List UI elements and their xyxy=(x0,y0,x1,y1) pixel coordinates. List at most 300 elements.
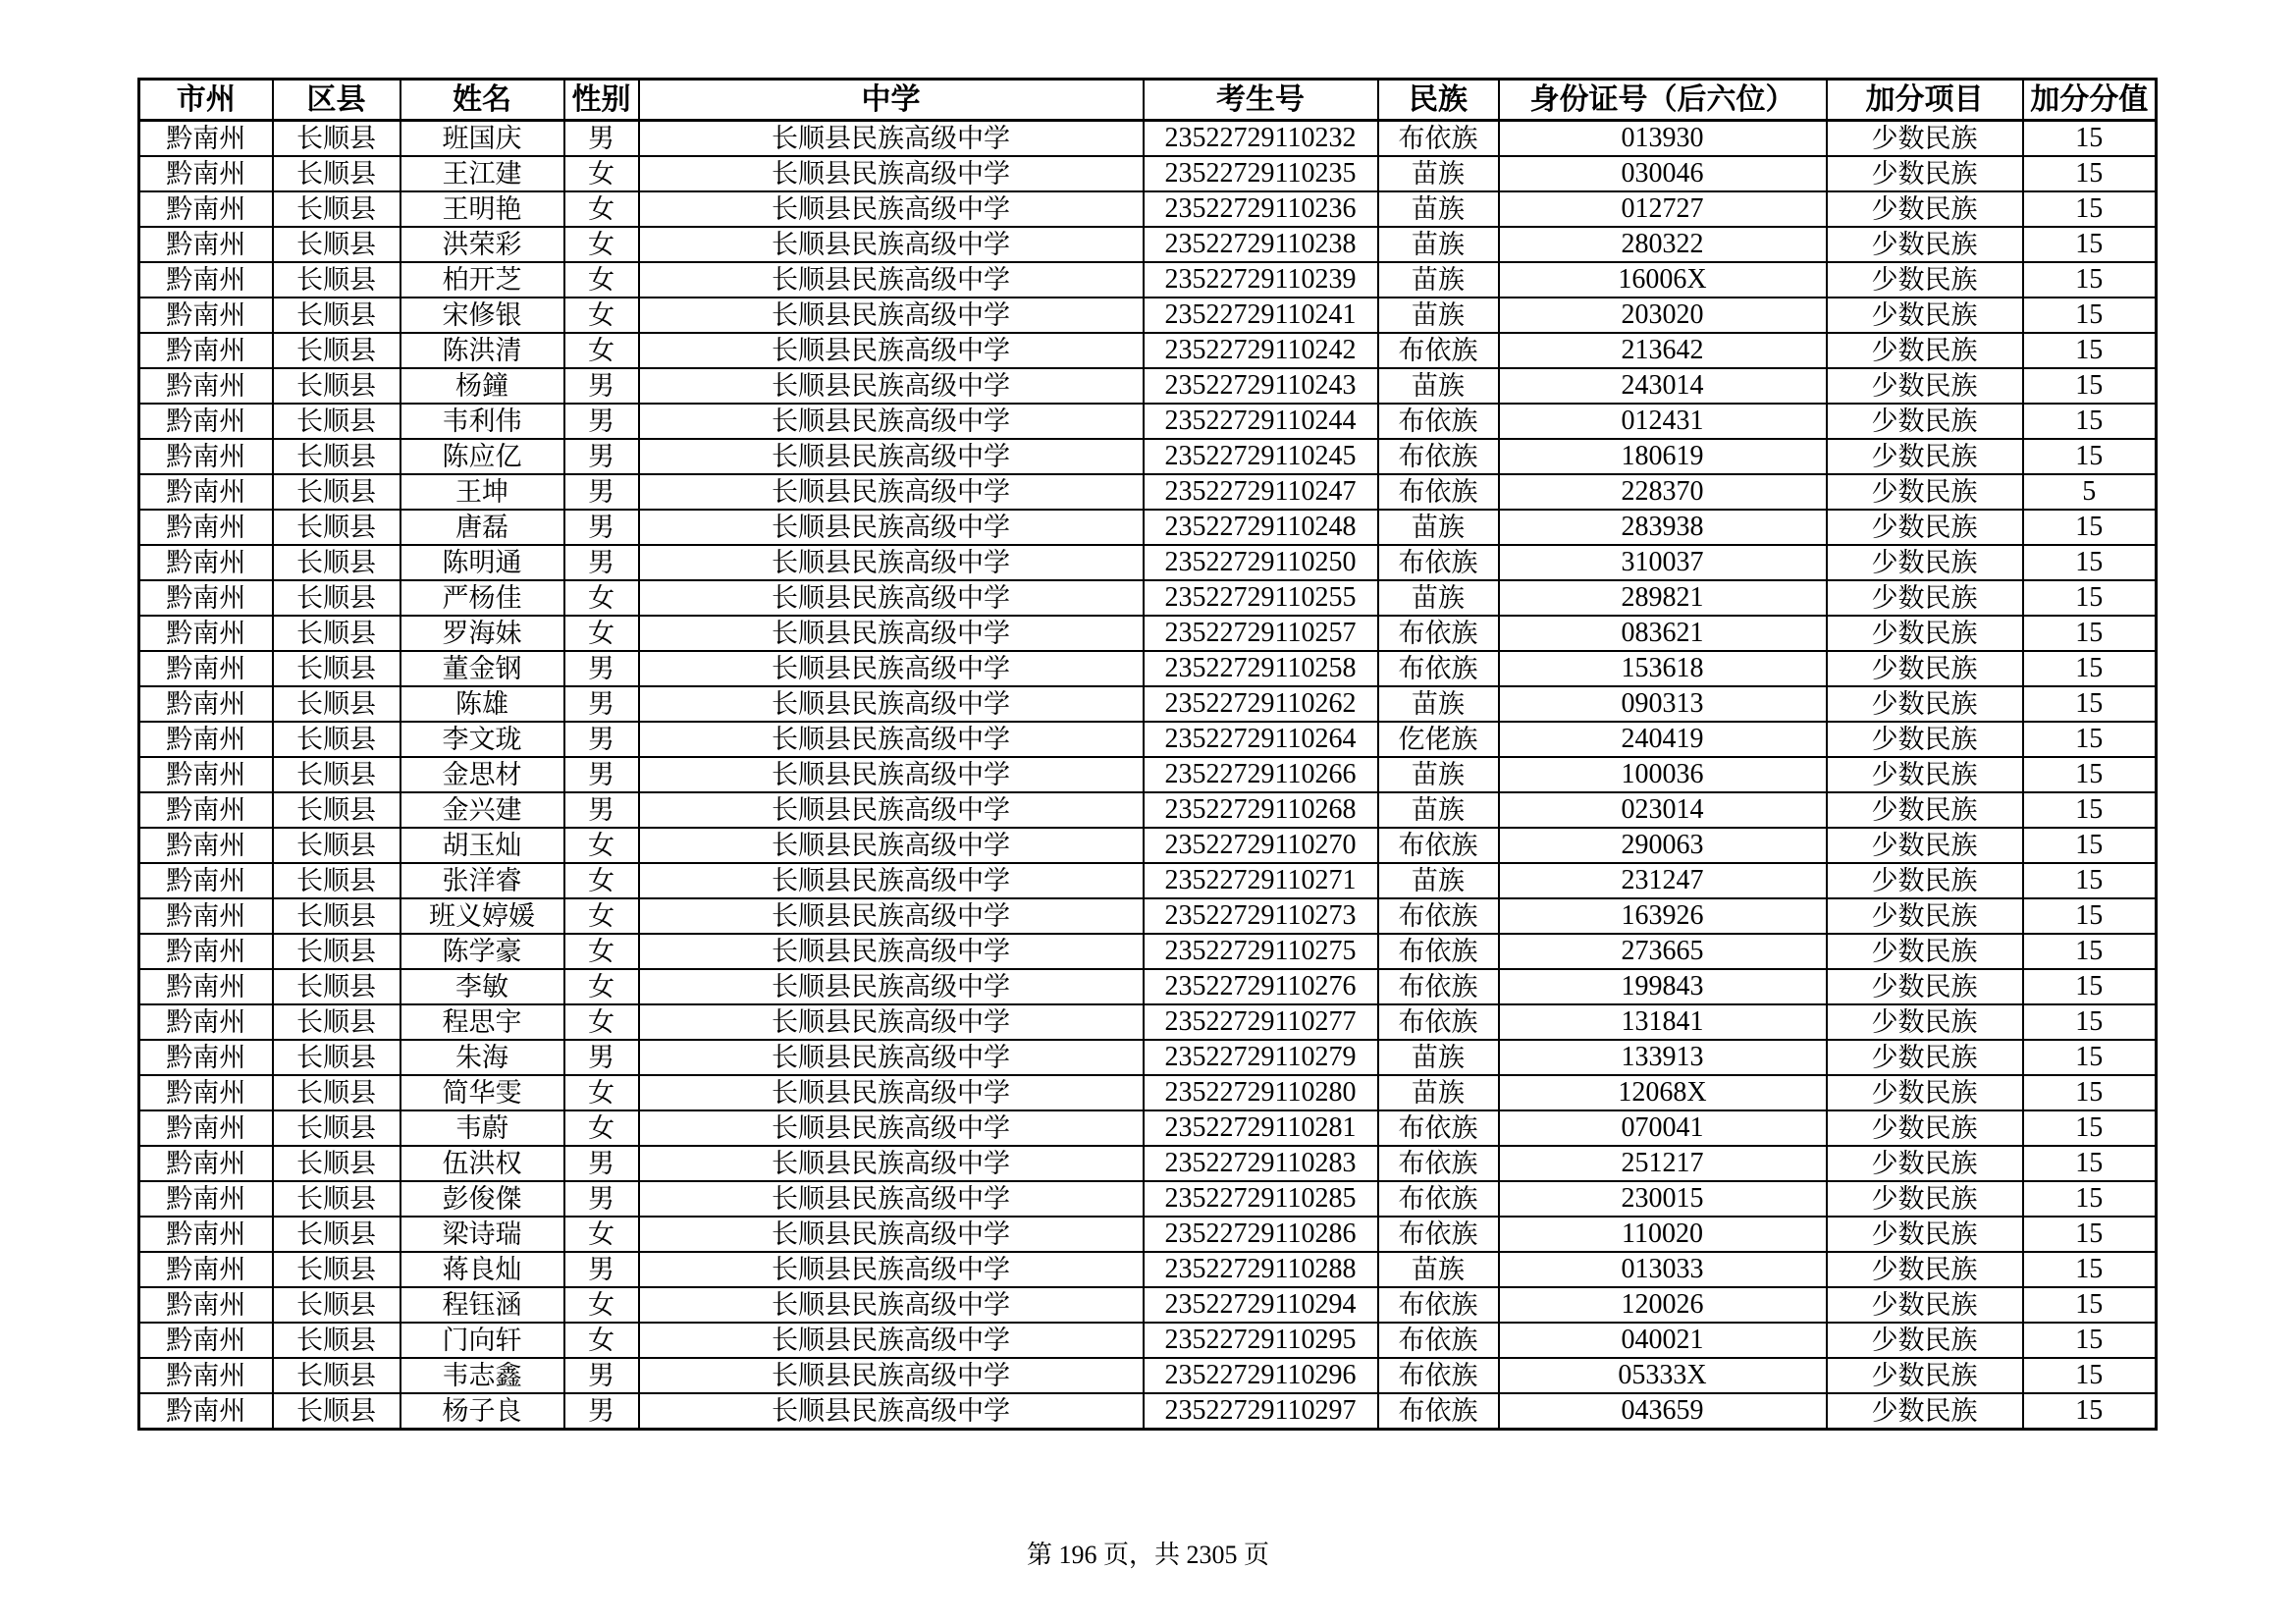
cell-name: 金兴建 xyxy=(400,792,564,828)
table-row xyxy=(139,545,2157,580)
cell-ethnicity: 苗族 xyxy=(1378,298,1499,333)
cell-ethnicity: 苗族 xyxy=(1378,262,1499,298)
cell-exam-number: 23522729110266 xyxy=(1144,757,1378,792)
cell-bonus-value: 15 xyxy=(2023,757,2157,792)
cell-name: 彭俊傑 xyxy=(400,1181,564,1217)
table-row xyxy=(139,757,2157,792)
cell-id-last-six: 240419 xyxy=(1499,722,1827,757)
cell-ethnicity: 布依族 xyxy=(1378,898,1499,934)
cell-city: 黔南州 xyxy=(139,828,273,863)
cell-name: 王江建 xyxy=(400,156,564,191)
cell-id-last-six: 023014 xyxy=(1499,792,1827,828)
cell-city: 黔南州 xyxy=(139,1358,273,1393)
cell-county: 长顺县 xyxy=(273,1004,400,1040)
cell-name: 柏开芝 xyxy=(400,262,564,298)
table-row xyxy=(139,191,2157,227)
cell-bonus-item: 少数民族 xyxy=(1827,262,2023,298)
cell-gender: 女 xyxy=(564,1323,639,1358)
cell-name: 门向轩 xyxy=(400,1323,564,1358)
cell-exam-number: 23522729110257 xyxy=(1144,616,1378,651)
cell-bonus-item: 少数民族 xyxy=(1827,333,2023,368)
cell-id-last-six: 230015 xyxy=(1499,1181,1827,1217)
cell-city: 黔南州 xyxy=(139,1287,273,1323)
cell-bonus-value: 15 xyxy=(2023,333,2157,368)
cell-gender: 男 xyxy=(564,757,639,792)
cell-ethnicity: 布依族 xyxy=(1378,1287,1499,1323)
cell-exam-number: 23522729110275 xyxy=(1144,934,1378,969)
cell-gender: 男 xyxy=(564,1040,639,1075)
cell-id-last-six: 243014 xyxy=(1499,368,1827,404)
cell-exam-number: 23522729110258 xyxy=(1144,651,1378,686)
cell-bonus-value: 15 xyxy=(2023,1075,2157,1110)
cell-ethnicity: 布依族 xyxy=(1378,828,1499,863)
cell-ethnicity: 布依族 xyxy=(1378,1217,1499,1252)
cell-school: 长顺县民族高级中学 xyxy=(639,474,1144,510)
cell-school: 长顺县民族高级中学 xyxy=(639,1146,1144,1181)
cell-ethnicity: 仡佬族 xyxy=(1378,722,1499,757)
table-row xyxy=(139,1358,2157,1393)
cell-id-last-six: 228370 xyxy=(1499,474,1827,510)
cell-gender: 女 xyxy=(564,1287,639,1323)
cell-city: 黔南州 xyxy=(139,1323,273,1358)
cell-name: 胡玉灿 xyxy=(400,828,564,863)
cell-city: 黔南州 xyxy=(139,1004,273,1040)
cell-bonus-value: 15 xyxy=(2023,934,2157,969)
cell-ethnicity: 苗族 xyxy=(1378,863,1499,898)
cell-exam-number: 23522729110283 xyxy=(1144,1146,1378,1181)
cell-exam-number: 23522729110271 xyxy=(1144,863,1378,898)
cell-county: 长顺县 xyxy=(273,792,400,828)
cell-bonus-item: 少数民族 xyxy=(1827,1287,2023,1323)
cell-bonus-item: 少数民族 xyxy=(1827,651,2023,686)
cell-county: 长顺县 xyxy=(273,1110,400,1146)
table-row xyxy=(139,616,2157,651)
cell-bonus-item: 少数民族 xyxy=(1827,1075,2023,1110)
cell-bonus-value: 15 xyxy=(2023,651,2157,686)
table-row xyxy=(139,156,2157,191)
cell-bonus-value: 15 xyxy=(2023,191,2157,227)
cell-school: 长顺县民族高级中学 xyxy=(639,722,1144,757)
cell-ethnicity: 苗族 xyxy=(1378,191,1499,227)
cell-ethnicity: 布依族 xyxy=(1378,1393,1499,1430)
header-bonus-item: 加分项目 xyxy=(1827,80,2023,121)
cell-school: 长顺县民族高级中学 xyxy=(639,1004,1144,1040)
cell-school: 长顺县民族高级中学 xyxy=(639,545,1144,580)
cell-bonus-item: 少数民族 xyxy=(1827,722,2023,757)
cell-id-last-six: 290063 xyxy=(1499,828,1827,863)
cell-name: 陈雄 xyxy=(400,686,564,722)
cell-ethnicity: 布依族 xyxy=(1378,1004,1499,1040)
cell-bonus-value: 15 xyxy=(2023,1040,2157,1075)
cell-exam-number: 23522729110232 xyxy=(1144,121,1378,157)
cell-bonus-value: 15 xyxy=(2023,898,2157,934)
cell-gender: 男 xyxy=(564,439,639,474)
cell-county: 长顺县 xyxy=(273,934,400,969)
cell-exam-number: 23522729110243 xyxy=(1144,368,1378,404)
cell-county: 长顺县 xyxy=(273,439,400,474)
cell-city: 黔南州 xyxy=(139,1393,273,1430)
page-number: 第 196 页，共 2305 页 xyxy=(1026,1541,1269,1569)
cell-school: 长顺县民族高级中学 xyxy=(639,898,1144,934)
cell-id-last-six: 280322 xyxy=(1499,227,1827,262)
cell-exam-number: 23522729110245 xyxy=(1144,439,1378,474)
table-row xyxy=(139,1040,2157,1075)
cell-school: 长顺县民族高级中学 xyxy=(639,616,1144,651)
cell-gender: 女 xyxy=(564,1004,639,1040)
cell-county: 长顺县 xyxy=(273,616,400,651)
cell-id-last-six: 12068X xyxy=(1499,1075,1827,1110)
cell-bonus-item: 少数民族 xyxy=(1827,368,2023,404)
cell-name: 朱海 xyxy=(400,1040,564,1075)
table-row xyxy=(139,651,2157,686)
cell-gender: 女 xyxy=(564,262,639,298)
cell-exam-number: 23522729110273 xyxy=(1144,898,1378,934)
cell-gender: 男 xyxy=(564,1252,639,1287)
cell-county: 长顺县 xyxy=(273,1040,400,1075)
cell-gender: 女 xyxy=(564,1075,639,1110)
table-row xyxy=(139,439,2157,474)
cell-school: 长顺县民族高级中学 xyxy=(639,298,1144,333)
cell-exam-number: 23522729110280 xyxy=(1144,1075,1378,1110)
table-row xyxy=(139,792,2157,828)
cell-school: 长顺县民族高级中学 xyxy=(639,191,1144,227)
header-row xyxy=(139,80,2157,121)
cell-county: 长顺县 xyxy=(273,474,400,510)
cell-bonus-item: 少数民族 xyxy=(1827,1252,2023,1287)
cell-gender: 男 xyxy=(564,651,639,686)
cell-ethnicity: 苗族 xyxy=(1378,757,1499,792)
cell-school: 长顺县民族高级中学 xyxy=(639,1075,1144,1110)
cell-name: 蒋良灿 xyxy=(400,1252,564,1287)
cell-bonus-item: 少数民族 xyxy=(1827,1146,2023,1181)
cell-exam-number: 23522729110244 xyxy=(1144,404,1378,439)
cell-gender: 女 xyxy=(564,1110,639,1146)
cell-city: 黔南州 xyxy=(139,1217,273,1252)
table-row xyxy=(139,474,2157,510)
cell-city: 黔南州 xyxy=(139,545,273,580)
cell-gender: 女 xyxy=(564,580,639,616)
cell-ethnicity: 布依族 xyxy=(1378,474,1499,510)
cell-bonus-value: 15 xyxy=(2023,368,2157,404)
cell-gender: 男 xyxy=(564,1358,639,1393)
header-bonus-value: 加分分值 xyxy=(2023,80,2157,121)
cell-gender: 男 xyxy=(564,545,639,580)
cell-city: 黔南州 xyxy=(139,439,273,474)
cell-county: 长顺县 xyxy=(273,333,400,368)
cell-id-last-six: 289821 xyxy=(1499,580,1827,616)
cell-id-last-six: 110020 xyxy=(1499,1217,1827,1252)
cell-gender: 女 xyxy=(564,1217,639,1252)
cell-id-last-six: 213642 xyxy=(1499,333,1827,368)
cell-name: 罗海妹 xyxy=(400,616,564,651)
cell-exam-number: 23522729110288 xyxy=(1144,1252,1378,1287)
table-row xyxy=(139,368,2157,404)
table-row xyxy=(139,1004,2157,1040)
cell-county: 长顺县 xyxy=(273,898,400,934)
cell-exam-number: 23522729110276 xyxy=(1144,969,1378,1004)
cell-school: 长顺县民族高级中学 xyxy=(639,757,1144,792)
cell-name: 董金钢 xyxy=(400,651,564,686)
cell-city: 黔南州 xyxy=(139,722,273,757)
cell-bonus-value: 15 xyxy=(2023,1004,2157,1040)
cell-bonus-value: 15 xyxy=(2023,1181,2157,1217)
cell-bonus-value: 15 xyxy=(2023,510,2157,545)
header-ethnicity: 民族 xyxy=(1378,80,1499,121)
cell-bonus-value: 15 xyxy=(2023,828,2157,863)
cell-id-last-six: 070041 xyxy=(1499,1110,1827,1146)
table-row xyxy=(139,510,2157,545)
cell-county: 长顺县 xyxy=(273,121,400,157)
cell-school: 长顺县民族高级中学 xyxy=(639,686,1144,722)
cell-name: 程钰涵 xyxy=(400,1287,564,1323)
cell-bonus-value: 15 xyxy=(2023,121,2157,157)
table-row xyxy=(139,1393,2157,1430)
cell-bonus-item: 少数民族 xyxy=(1827,580,2023,616)
cell-name: 陈明通 xyxy=(400,545,564,580)
cell-gender: 男 xyxy=(564,1146,639,1181)
cell-county: 长顺县 xyxy=(273,368,400,404)
cell-city: 黔南州 xyxy=(139,1181,273,1217)
cell-bonus-item: 少数民族 xyxy=(1827,439,2023,474)
cell-id-last-six: 100036 xyxy=(1499,757,1827,792)
cell-name: 洪荣彩 xyxy=(400,227,564,262)
cell-id-last-six: 133913 xyxy=(1499,1040,1827,1075)
cell-ethnicity: 苗族 xyxy=(1378,686,1499,722)
cell-name: 梁诗瑞 xyxy=(400,1217,564,1252)
cell-bonus-item: 少数民族 xyxy=(1827,191,2023,227)
cell-name: 陈应亿 xyxy=(400,439,564,474)
cell-county: 长顺县 xyxy=(273,686,400,722)
cell-name: 杨子良 xyxy=(400,1393,564,1430)
cell-gender: 男 xyxy=(564,368,639,404)
cell-ethnicity: 布依族 xyxy=(1378,934,1499,969)
cell-id-last-six: 030046 xyxy=(1499,156,1827,191)
cell-bonus-item: 少数民族 xyxy=(1827,1110,2023,1146)
header-id-last-six: 身份证号（后六位） xyxy=(1499,80,1827,121)
cell-city: 黔南州 xyxy=(139,1075,273,1110)
cell-id-last-six: 153618 xyxy=(1499,651,1827,686)
cell-gender: 男 xyxy=(564,792,639,828)
cell-bonus-value: 15 xyxy=(2023,1110,2157,1146)
table-row xyxy=(139,227,2157,262)
cell-bonus-value: 15 xyxy=(2023,616,2157,651)
cell-ethnicity: 布依族 xyxy=(1378,1110,1499,1146)
cell-county: 长顺县 xyxy=(273,227,400,262)
cell-id-last-six: 013930 xyxy=(1499,121,1827,157)
cell-ethnicity: 布依族 xyxy=(1378,969,1499,1004)
cell-id-last-six: 083621 xyxy=(1499,616,1827,651)
cell-school: 长顺县民族高级中学 xyxy=(639,969,1144,1004)
cell-county: 长顺县 xyxy=(273,191,400,227)
cell-name: 程思宇 xyxy=(400,1004,564,1040)
cell-bonus-value: 15 xyxy=(2023,863,2157,898)
cell-name: 班国庆 xyxy=(400,121,564,157)
cell-gender: 男 xyxy=(564,121,639,157)
table-row xyxy=(139,863,2157,898)
header-city: 市州 xyxy=(139,80,273,121)
cell-county: 长顺县 xyxy=(273,651,400,686)
cell-county: 长顺县 xyxy=(273,863,400,898)
cell-bonus-item: 少数民族 xyxy=(1827,510,2023,545)
cell-ethnicity: 苗族 xyxy=(1378,510,1499,545)
header-county: 区县 xyxy=(273,80,400,121)
cell-school: 长顺县民族高级中学 xyxy=(639,1252,1144,1287)
cell-name: 严杨佳 xyxy=(400,580,564,616)
cell-bonus-value: 15 xyxy=(2023,969,2157,1004)
cell-gender: 女 xyxy=(564,828,639,863)
cell-ethnicity: 苗族 xyxy=(1378,1252,1499,1287)
cell-id-last-six: 16006X xyxy=(1499,262,1827,298)
cell-county: 长顺县 xyxy=(273,404,400,439)
cell-ethnicity: 布依族 xyxy=(1378,404,1499,439)
cell-id-last-six: 013033 xyxy=(1499,1252,1827,1287)
cell-bonus-item: 少数民族 xyxy=(1827,969,2023,1004)
table-row xyxy=(139,828,2157,863)
cell-city: 黔南州 xyxy=(139,1040,273,1075)
cell-exam-number: 23522729110281 xyxy=(1144,1110,1378,1146)
cell-city: 黔南州 xyxy=(139,580,273,616)
table-row xyxy=(139,1252,2157,1287)
table-row xyxy=(139,404,2157,439)
cell-ethnicity: 布依族 xyxy=(1378,545,1499,580)
cell-county: 长顺县 xyxy=(273,156,400,191)
cell-ethnicity: 苗族 xyxy=(1378,792,1499,828)
cell-city: 黔南州 xyxy=(139,792,273,828)
cell-ethnicity: 布依族 xyxy=(1378,616,1499,651)
cell-name: 韦志鑫 xyxy=(400,1358,564,1393)
cell-bonus-item: 少数民族 xyxy=(1827,1004,2023,1040)
cell-ethnicity: 苗族 xyxy=(1378,227,1499,262)
table-row xyxy=(139,686,2157,722)
cell-school: 长顺县民族高级中学 xyxy=(639,1110,1144,1146)
cell-county: 长顺县 xyxy=(273,1252,400,1287)
cell-ethnicity: 布依族 xyxy=(1378,333,1499,368)
cell-id-last-six: 040021 xyxy=(1499,1323,1827,1358)
cell-county: 长顺县 xyxy=(273,262,400,298)
cell-name: 杨鐘 xyxy=(400,368,564,404)
cell-ethnicity: 苗族 xyxy=(1378,1040,1499,1075)
cell-gender: 女 xyxy=(564,227,639,262)
cell-school: 长顺县民族高级中学 xyxy=(639,792,1144,828)
cell-exam-number: 23522729110250 xyxy=(1144,545,1378,580)
cell-bonus-item: 少数民族 xyxy=(1827,1217,2023,1252)
table-row xyxy=(139,580,2157,616)
cell-city: 黔南州 xyxy=(139,863,273,898)
cell-bonus-value: 15 xyxy=(2023,156,2157,191)
bonus-points-table xyxy=(137,78,2158,1431)
cell-exam-number: 23522729110296 xyxy=(1144,1358,1378,1393)
cell-bonus-item: 少数民族 xyxy=(1827,934,2023,969)
cell-bonus-item: 少数民族 xyxy=(1827,898,2023,934)
cell-city: 黔南州 xyxy=(139,156,273,191)
cell-bonus-item: 少数民族 xyxy=(1827,616,2023,651)
cell-school: 长顺县民族高级中学 xyxy=(639,262,1144,298)
cell-bonus-item: 少数民族 xyxy=(1827,404,2023,439)
cell-bonus-item: 少数民族 xyxy=(1827,757,2023,792)
cell-bonus-value: 15 xyxy=(2023,792,2157,828)
cell-ethnicity: 布依族 xyxy=(1378,651,1499,686)
cell-ethnicity: 布依族 xyxy=(1378,1181,1499,1217)
cell-county: 长顺县 xyxy=(273,510,400,545)
cell-bonus-value: 15 xyxy=(2023,262,2157,298)
cell-bonus-value: 15 xyxy=(2023,298,2157,333)
cell-exam-number: 23522729110242 xyxy=(1144,333,1378,368)
cell-school: 长顺县民族高级中学 xyxy=(639,580,1144,616)
cell-city: 黔南州 xyxy=(139,1146,273,1181)
cell-ethnicity: 布依族 xyxy=(1378,1323,1499,1358)
table-row xyxy=(139,898,2157,934)
cell-school: 长顺县民族高级中学 xyxy=(639,404,1144,439)
cell-county: 长顺县 xyxy=(273,1075,400,1110)
header-gender: 性别 xyxy=(564,80,639,121)
cell-ethnicity: 布依族 xyxy=(1378,121,1499,157)
cell-bonus-value: 15 xyxy=(2023,722,2157,757)
cell-id-last-six: 283938 xyxy=(1499,510,1827,545)
cell-gender: 男 xyxy=(564,474,639,510)
cell-id-last-six: 310037 xyxy=(1499,545,1827,580)
cell-bonus-value: 15 xyxy=(2023,1358,2157,1393)
cell-city: 黔南州 xyxy=(139,368,273,404)
cell-gender: 男 xyxy=(564,722,639,757)
cell-school: 长顺县民族高级中学 xyxy=(639,156,1144,191)
cell-bonus-item: 少数民族 xyxy=(1827,1323,2023,1358)
cell-bonus-item: 少数民族 xyxy=(1827,1358,2023,1393)
cell-name: 陈学豪 xyxy=(400,934,564,969)
cell-school: 长顺县民族高级中学 xyxy=(639,828,1144,863)
cell-county: 长顺县 xyxy=(273,580,400,616)
cell-county: 长顺县 xyxy=(273,1287,400,1323)
cell-gender: 男 xyxy=(564,686,639,722)
cell-gender: 男 xyxy=(564,1181,639,1217)
cell-name: 王明艳 xyxy=(400,191,564,227)
cell-id-last-six: 043659 xyxy=(1499,1393,1827,1430)
cell-school: 长顺县民族高级中学 xyxy=(639,863,1144,898)
header-name: 姓名 xyxy=(400,80,564,121)
cell-id-last-six: 231247 xyxy=(1499,863,1827,898)
cell-school: 长顺县民族高级中学 xyxy=(639,1217,1144,1252)
cell-school: 长顺县民族高级中学 xyxy=(639,651,1144,686)
table-row xyxy=(139,333,2157,368)
cell-exam-number: 23522729110268 xyxy=(1144,792,1378,828)
cell-bonus-item: 少数民族 xyxy=(1827,298,2023,333)
cell-county: 长顺县 xyxy=(273,757,400,792)
cell-bonus-value: 15 xyxy=(2023,439,2157,474)
cell-name: 金思材 xyxy=(400,757,564,792)
cell-city: 黔南州 xyxy=(139,227,273,262)
cell-name: 韦利伟 xyxy=(400,404,564,439)
cell-bonus-value: 15 xyxy=(2023,545,2157,580)
cell-name: 李文珑 xyxy=(400,722,564,757)
cell-name: 伍洪权 xyxy=(400,1146,564,1181)
header-school: 中学 xyxy=(639,80,1144,121)
cell-name: 简华雯 xyxy=(400,1075,564,1110)
cell-gender: 女 xyxy=(564,934,639,969)
cell-bonus-item: 少数民族 xyxy=(1827,121,2023,157)
cell-city: 黔南州 xyxy=(139,298,273,333)
cell-exam-number: 23522729110255 xyxy=(1144,580,1378,616)
cell-id-last-six: 251217 xyxy=(1499,1146,1827,1181)
table-row xyxy=(139,722,2157,757)
cell-county: 长顺县 xyxy=(273,1181,400,1217)
cell-id-last-six: 203020 xyxy=(1499,298,1827,333)
cell-school: 长顺县民族高级中学 xyxy=(639,121,1144,157)
table-row xyxy=(139,1217,2157,1252)
cell-name: 张洋睿 xyxy=(400,863,564,898)
cell-ethnicity: 苗族 xyxy=(1378,580,1499,616)
cell-gender: 男 xyxy=(564,404,639,439)
cell-exam-number: 23522729110247 xyxy=(1144,474,1378,510)
cell-gender: 女 xyxy=(564,898,639,934)
